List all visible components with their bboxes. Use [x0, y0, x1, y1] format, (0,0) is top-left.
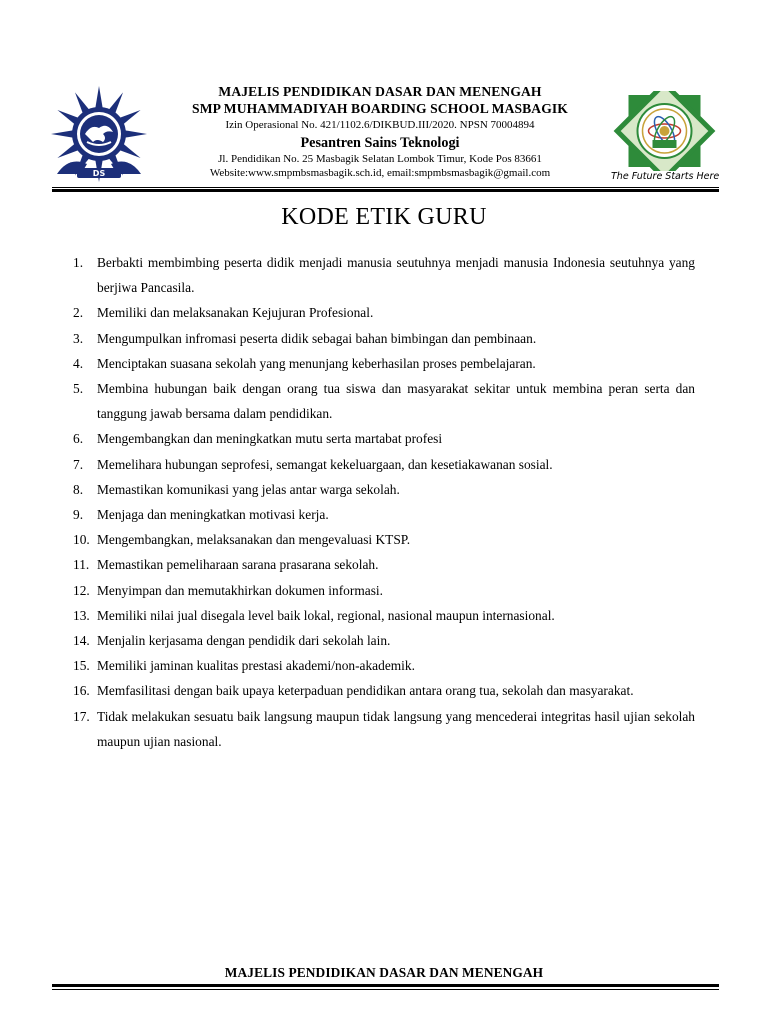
list-item: [73, 578, 695, 603]
letterhead-subtitle: Pesantren Sains Teknologi: [300, 135, 460, 151]
list-item: [73, 527, 695, 552]
list-item-text: Tidak melakukan sesuatu baik langsung maupun tidak langsung yang mencederai integritas hasil ujian sekolah maupun ujian nasional.: [97, 708, 695, 749]
list-item-text: Membina hubungan baik dengan orang tua siswa dan masyarakat sekitar untuk membina peran serta dan tanggung jawab bersama dalam pendidikan.: [97, 381, 695, 422]
list-item: [73, 678, 695, 703]
list-item-number: 10.: [73, 532, 90, 548]
letterhead-divider-thin: [52, 187, 719, 188]
list-item-number: 2.: [73, 305, 84, 321]
list-item-number: 9.: [73, 507, 84, 523]
document-title: KODE ETIK GURU: [281, 204, 487, 230]
list-item: [73, 351, 695, 376]
svg-text:DS: DS: [92, 169, 106, 178]
list-item-number: 7.: [73, 456, 84, 472]
list-item-number: 15.: [73, 658, 90, 674]
list-item-text: Berbakti membimbing peserta didik menjadi manusia seutuhnya menjadi manusia Indonesia seutuhnya yang berjiwa Pancasila.: [97, 255, 695, 296]
list-item-number: 8.: [73, 481, 84, 497]
list-item-text: Memiliki nilai jual disegala level baik lokal, regional, nasional maupun internasional.: [97, 607, 555, 623]
letterhead-school-name: SMP MUHAMMADIYAH BOARDING SCHOOL MASBAGIK: [192, 101, 568, 116]
list-item: [73, 603, 695, 628]
list-item-text: Menjalin kerjasama dengan pendidik dari sekolah lain.: [97, 633, 391, 649]
list-item-text: Menyimpan dan memutakhirkan dokumen informasi.: [97, 582, 383, 598]
list-item-number: 1.: [73, 255, 84, 270]
list-item-text: Mengembangkan dan meningkatkan mutu serta martabat profesi: [97, 431, 443, 447]
muhammadiyah-sun-icon: [47, 82, 151, 186]
list-item-text: Memiliki dan melaksanakan Kejujuran Profesional.: [97, 305, 374, 321]
list-item: [73, 452, 695, 477]
list-item-text: Menjaga dan meningkatkan motivasi kerja.: [97, 507, 329, 523]
list-item-number: 13.: [73, 607, 90, 623]
list-item-text: Mengembangkan, melaksanakan dan mengevaluasi KTSP.: [97, 532, 411, 548]
letterhead-divider-thick: [52, 189, 719, 192]
list-item-text: Memastikan pemeliharaan sarana prasarana sekolah.: [97, 557, 379, 573]
list-item: [73, 326, 695, 351]
list-item: [73, 704, 695, 754]
footer-divider-thin: [52, 989, 719, 990]
list-item-text: Memfasilitasi dengan baik upaya keterpaduan pendidikan antara orang tua, sekolah dan masyarakat.: [97, 683, 634, 699]
list-item-number: 6.: [73, 431, 84, 447]
footer-council-name: MAJELIS PENDIDIKAN DASAR DAN MENENGAH: [224, 965, 544, 980]
list-item: [73, 653, 695, 678]
list-item-text: Memastikan komunikasi yang jelas antar warga sekolah.: [97, 481, 400, 497]
letterhead-address: Jl. Pendidikan No. 25 Masbagik Selatan Lombok Timur, Kode Pos 83661: [218, 153, 542, 165]
footer-divider-thick: [52, 984, 719, 987]
list-item: [73, 250, 695, 300]
list-item: [73, 552, 695, 577]
list-item-number: 5.: [73, 381, 84, 397]
list-item-number: 12.: [73, 582, 90, 598]
letterhead-council-name: MAJELIS PENDIDIKAN DASAR DAN MENENGAH: [218, 84, 542, 99]
list-item-number: 3.: [73, 330, 84, 346]
list-item: [73, 502, 695, 527]
list-item-number: 14.: [73, 633, 90, 649]
list-item-text: Memiliki jaminan kualitas prestasi akademi/non-akademik.: [97, 658, 415, 674]
letterhead-contact: Website:www.smpmbsmasbagik.sch.id, email:smpmbsmasbagik@gmail.com: [209, 167, 551, 179]
list-item-text: Menciptakan suasana sekolah yang menunjang keberhasilan proses pembelajaran.: [97, 355, 536, 371]
letterhead-permit-info: Izin Operasional No. 421/1102.6/DIKBUD.III/2020. NPSN 70004894: [225, 119, 535, 131]
list-item-number: 17.: [73, 708, 90, 724]
list-item: [73, 426, 695, 451]
list-item: [73, 300, 695, 325]
list-item: [73, 628, 695, 653]
octagram-badge-icon: [611, 91, 718, 171]
badge-tagline: The Future Starts Here: [611, 171, 720, 182]
code-of-ethics-list: [73, 250, 695, 754]
muhammadiyah-logo: [47, 82, 151, 186]
list-item: [73, 376, 695, 426]
list-item-number: 4.: [73, 355, 84, 371]
list-item-text: Mengumpulkan infromasi peserta didik sebagai bahan bimbingan dan pembinaan.: [97, 330, 537, 346]
list-item-number: 11.: [73, 557, 90, 573]
list-item: [73, 477, 695, 502]
list-item-text: Memelihara hubungan seprofesi, semangat kekeluargaan, dan kesetiakawanan sosial.: [97, 456, 553, 472]
list-item-number: 16.: [73, 683, 90, 699]
school-badge-logo: [611, 91, 718, 184]
